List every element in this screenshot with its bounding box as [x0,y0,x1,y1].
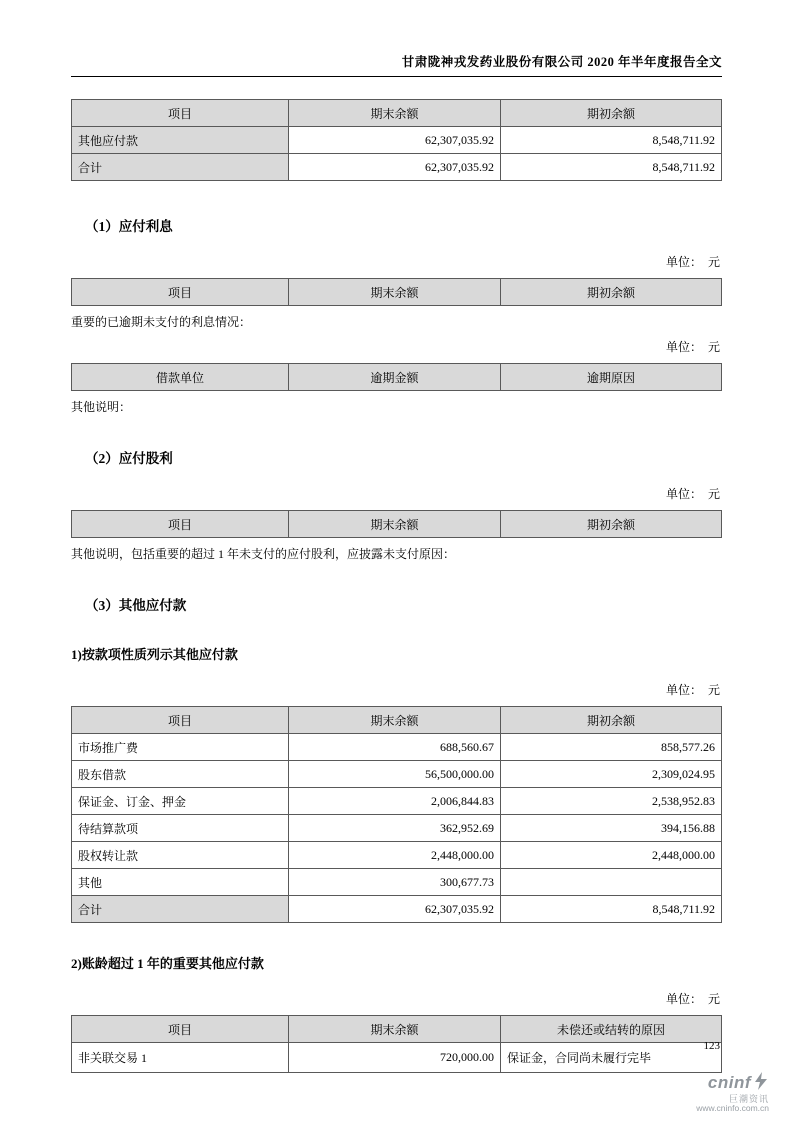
table-cell: 合计 [72,896,289,923]
dividends-note: 其他说明，包括重要的超过 1 年未支付的应付股利，应披露未支付原因： [71,547,456,561]
lightning-icon [753,1072,769,1095]
table-cell: 8,548,711.92 [500,896,721,923]
header-divider [71,76,722,77]
cninfo-logo-url: www.cninfo.com.cn [696,1103,769,1114]
table-header-row [72,364,722,391]
table-header-row [72,100,722,127]
table-header-row [72,279,722,306]
table-cell: 2,448,000.00 [500,842,721,869]
unit-label: 单位： 元 [665,992,720,1006]
table-row [72,734,722,761]
column-header: 项目 [72,279,289,306]
column-header: 期末余额 [289,511,501,538]
table-row [72,869,722,896]
table-cell: 2,309,024.95 [500,761,721,788]
column-header: 逾期原因 [500,364,721,391]
cninfo-logo-text: cninf [707,1072,751,1092]
table-cell: 362,952.69 [289,815,501,842]
table-row [72,842,722,869]
cninfo-logo-cn: 巨潮资讯 [728,1093,769,1104]
table-cell: 300,677.73 [289,869,501,896]
table-cell: 394,156.88 [500,815,721,842]
column-header: 期初余额 [500,511,721,538]
table-cell: 市场推广费 [72,734,289,761]
column-header: 未偿还或结转的原因 [500,1016,721,1043]
column-header: 期初余额 [500,100,721,127]
subsection-title-aged-over-1-year: 2)账龄超过 1 年的重要其他应付款 [71,956,264,971]
other-payables-by-nature-table [71,706,722,923]
column-header: 项目 [72,707,289,734]
table-cell: 2,006,844.83 [289,788,501,815]
table-cell: 股权转让款 [72,842,289,869]
column-header: 项目 [72,1016,289,1043]
table-cell: 股东借款 [72,761,289,788]
subsection-title-by-nature: 1)按款项性质列示其他应付款 [71,647,238,662]
dividends-payable-table [71,510,722,538]
other-payables-summary-table [71,99,722,181]
column-header: 期末余额 [289,1016,501,1043]
table-cell: 2,448,000.00 [289,842,501,869]
column-header: 项目 [72,100,289,127]
table-row [72,154,722,181]
table-cell: 62,307,035.92 [289,127,501,154]
table-row [72,761,722,788]
table-cell: 858,577.26 [500,734,721,761]
table-cell: 其他应付款 [72,127,289,154]
cninfo-logo [696,1072,769,1114]
table-row [72,896,722,923]
section-title-other-payables: （3）其他应付款 [85,598,187,613]
column-header: 逾期金额 [289,364,501,391]
overdue-interest-note: 重要的已逾期未支付的利息情况： [71,315,252,329]
unit-label: 单位： 元 [665,683,720,697]
table-row [72,1043,722,1073]
table-cell: 合计 [72,154,289,181]
other-explanation-note: 其他说明： [71,400,132,414]
column-header: 期末余额 [289,100,501,127]
table-header-row [72,511,722,538]
table-cell: 保证金，合同尚未履行完毕 [500,1043,721,1073]
column-header: 期末余额 [289,279,501,306]
table-cell: 56,500,000.00 [289,761,501,788]
table-cell: 8,548,711.92 [500,154,721,181]
table-cell [500,869,721,896]
table-cell: 保证金、订金、押金 [72,788,289,815]
unit-label: 单位： 元 [665,487,720,501]
unit-label: 单位： 元 [665,340,720,354]
table-row [72,815,722,842]
column-header: 期末余额 [289,707,501,734]
section-title-interest-payable: （1）应付利息 [85,219,173,234]
column-header: 项目 [72,511,289,538]
table-cell: 2,538,952.83 [500,788,721,815]
section-title-dividends-payable: （2）应付股利 [85,451,173,466]
aged-over-1-year-table [71,1015,722,1073]
column-header: 期初余额 [500,707,721,734]
table-cell: 62,307,035.92 [289,154,501,181]
column-header: 借款单位 [72,364,289,391]
table-cell: 8,548,711.92 [500,127,721,154]
table-row [72,788,722,815]
column-header: 期初余额 [500,279,721,306]
unit-label: 单位： 元 [665,255,720,269]
table-cell: 62,307,035.92 [289,896,501,923]
overdue-interest-table [71,363,722,391]
table-cell: 待结算款项 [72,815,289,842]
table-row [72,127,722,154]
table-cell: 其他 [72,869,289,896]
table-header-row [72,707,722,734]
page-number: 123 [703,1040,720,1052]
table-cell: 688,560.67 [289,734,501,761]
document-header-title: 甘肃陇神戎发药业股份有限公司 2020 年半年度报告全文 [401,55,722,69]
table-cell: 720,000.00 [289,1043,501,1073]
interest-payable-table [71,278,722,306]
table-header-row [72,1016,722,1043]
table-cell: 非关联交易 1 [72,1043,289,1073]
